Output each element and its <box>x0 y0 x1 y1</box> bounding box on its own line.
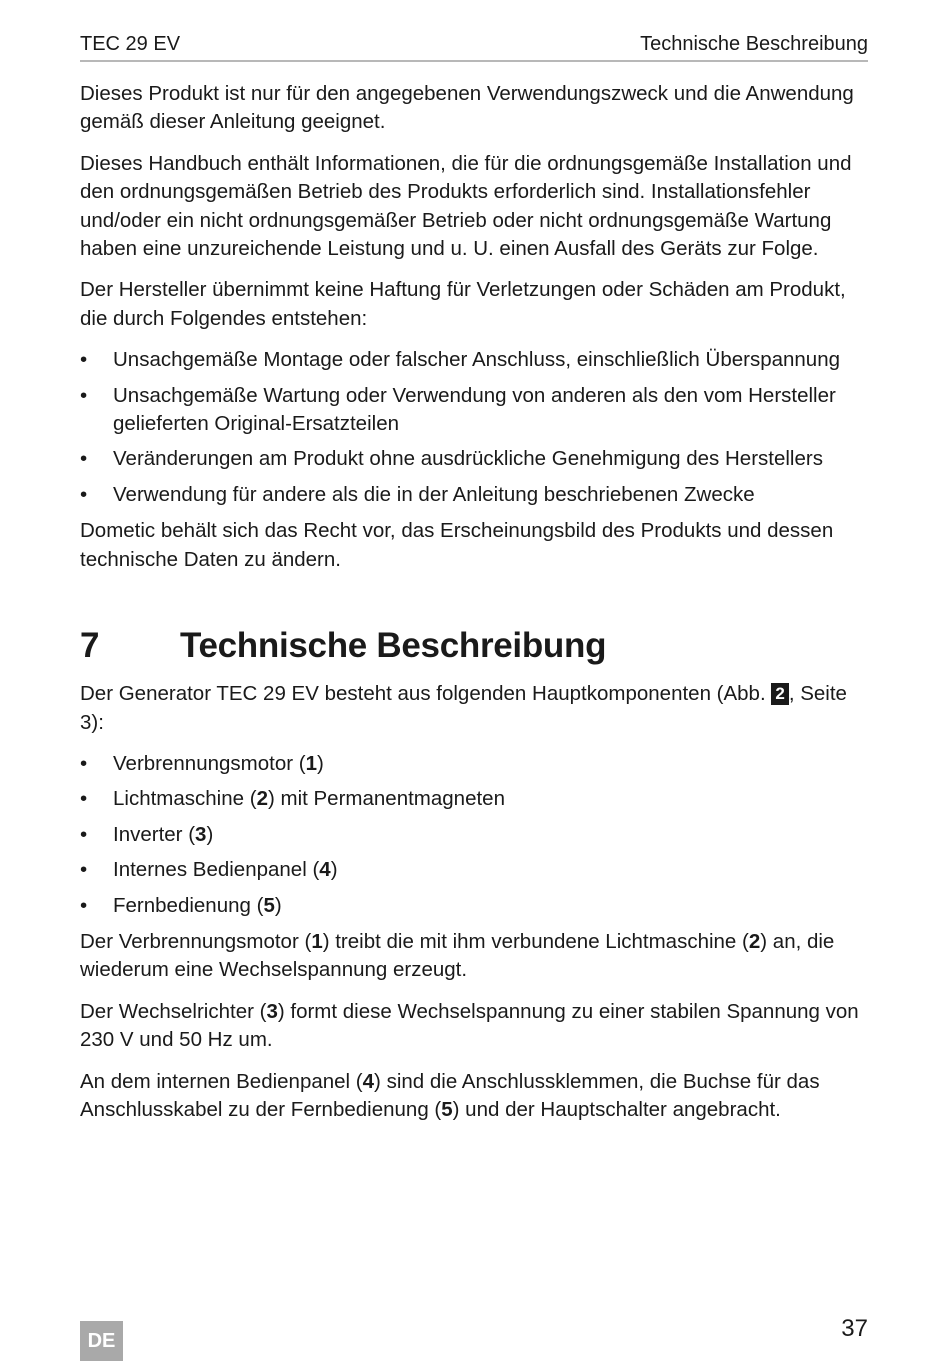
paragraph-intended-use: Dieses Produkt ist nur für den angegebenen Verwendungszweck und die Anwendung gemäß dieser Anleitung geeignet. <box>80 82 854 134</box>
components-list <box>80 750 870 920</box>
page-header <box>80 30 868 62</box>
bullet-icon: • <box>80 447 88 471</box>
page-content <box>80 80 870 1137</box>
paragraph-panel-description: An dem internen Bedienpanel (4) sind die Anschlussklemmen, die Buchse für das Anschlusskabel zu der Fernbedienung (5) und der Hauptschalter angebracht. <box>80 1069 820 1121</box>
list-item: • Verwendung für andere als die in der Anleitung beschriebenen Zwecke <box>80 481 870 509</box>
list-item: • Fernbedienung (5) <box>80 892 870 920</box>
list-item: • Internes Bedienpanel (4) <box>80 856 870 884</box>
header-product-name: TEC 29 EV <box>80 33 181 55</box>
bullet-icon: • <box>80 893 88 917</box>
liability-list <box>80 346 870 509</box>
paragraph-components-intro: Der Generator TEC 29 EV besteht aus folgenden Hauptkomponenten (Abb. 2 , Seite 3): <box>80 682 847 734</box>
figure-reference-badge: 2 <box>771 683 788 705</box>
bullet-icon: • <box>80 787 88 811</box>
bullet-icon: • <box>80 751 88 775</box>
bullet-icon: • <box>80 822 88 846</box>
bullet-icon: • <box>80 858 88 882</box>
paragraph-rights-reserved: Dometic behält sich das Recht vor, das Erscheinungsbild des Produkts und dessen technische Daten zu ändern. <box>80 519 834 571</box>
language-badge: DE <box>80 1321 123 1361</box>
section-title: Technische Beschreibung <box>180 626 607 666</box>
paragraph-inverter-description: Der Wechselrichter (3) formt diese Wechselspannung zu einer stabilen Spannung von 230 V und 50 Hz um. <box>80 999 859 1052</box>
list-item: • Inverter (3) <box>80 821 870 849</box>
bullet-icon: • <box>80 348 88 372</box>
bullet-icon: • <box>80 482 88 506</box>
bullet-icon: • <box>80 383 88 407</box>
list-item: • Unsachgemäße Montage oder falscher Anschluss, einschließlich Überspannung <box>80 346 870 374</box>
page-number: 37 <box>841 1315 868 1342</box>
section-number: 7 <box>80 626 100 666</box>
list-item: • Verbrennungsmotor (1) <box>80 750 870 778</box>
header-chapter-title: Technische Beschreibung <box>640 33 868 55</box>
paragraph-engine-description: Der Verbrennungsmotor (1) treibt die mit ihm verbundene Lichtmaschine (2) an, die wiederum eine Wechselspannung erzeugt. <box>80 929 835 982</box>
paragraph-liability: Der Hersteller übernimmt keine Haftung für Verletzungen oder Schäden am Produkt, die durch Folgendes entstehen: <box>80 278 846 330</box>
list-item: • Unsachgemäße Wartung oder Verwendung von anderen als den vom Hersteller gelieferten Original-Ersatzteilen <box>80 383 836 436</box>
paragraph-manual-info: Dieses Handbuch enthält Informationen, die für die ordnungsgemäße Installation und den ordnungsgemäßen Betrieb des Produkts erforderlich sind. Installationsfehler und/oder ein nicht ordnungsgemäßer Betrieb oder nicht ordnungsgemäße Wartung haben eine unzureichende Leistung und u. U. einen Ausfall des Geräts zur Folge. <box>80 151 852 261</box>
section-heading <box>80 624 870 668</box>
list-item: • Veränderungen am Produkt ohne ausdrückliche Genehmigung des Herstellers <box>80 445 870 473</box>
list-item: • Lichtmaschine (2) mit Permanentmagneten <box>80 785 870 813</box>
